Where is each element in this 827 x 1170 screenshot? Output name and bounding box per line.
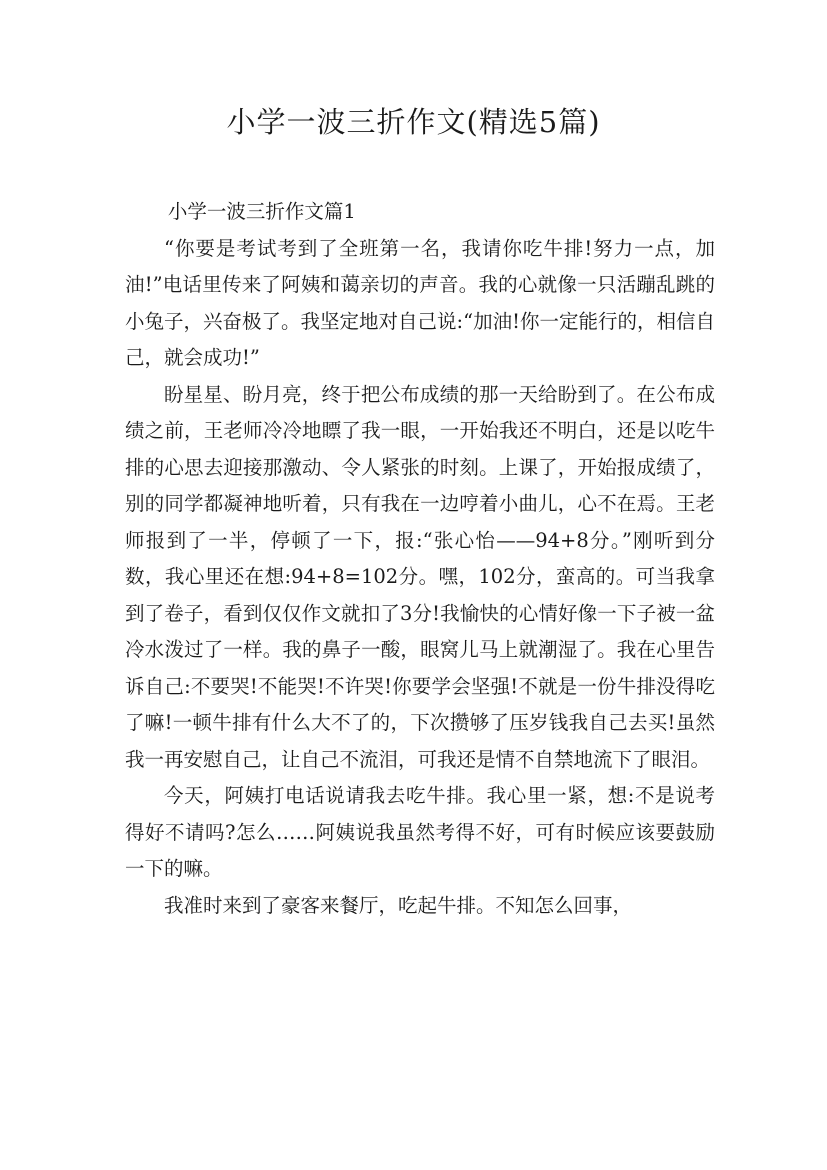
- paragraph-1: “你要是考试考到了全班第一名，我请你吃牛排!努力一点，加油!”电话里传来了阿姨和蔼亲切的声音。我的心就像一只活蹦乱跳的小兔子，兴奋极了。我坚定地对自己说:“加油!你一定能行的，相信自己，就会成功!”: [125, 236, 715, 369]
- paragraph-4: 我准时来到了豪客来餐厅，吃起牛排。不知怎么回事，: [164, 893, 633, 917]
- document-body: [125, 194, 715, 924]
- document-title: 小学一波三折作文(精选5篇): [226, 105, 601, 139]
- paragraph-3: 今天，阿姨打电话说请我去吃牛排。我心里一紧，想:不是说考得好不请吗?怎么……阿姨说我虽然考得不好，可有时候应该要鼓励一下的嘛。: [125, 784, 715, 880]
- paragraph-2: 盼星星、盼月亮，终于把公布成绩的那一天给盼到了。在公布成绩之前，王老师冷冷地瞟了我一眼，一开始我还不明白，还是以吃牛排的心思去迎接那激动、令人紧张的时刻。上课了，开始报成绩了，别的同学都凝神地听着，只有我在一边哼着小曲儿，心不在焉。王老师报到了一半，停顿了一下，报:“张心怡——94+8分。”刚听到分数，我心里还在想:94+8=102分。嘿，102分，蛮高的。可当我拿到了卷子，看到仅仅作文就扣了3分!我愉快的心情好像一下子被一盆冷水泼过了一样。我的鼻子一酸，眼窝儿马上就潮湿了。我在心里告诉自己:不要哭!不能哭!不许哭!你要学会坚强!不就是一份牛排没得吃了嘛!一顿牛排有什么大不了的，下次攒够了压岁钱我自己去买!虽然我一再安慰自己，让自己不流泪，可我还是情不自禁地流下了眼泪。: [125, 382, 715, 771]
- section-heading: 小学一波三折作文篇1: [167, 200, 356, 223]
